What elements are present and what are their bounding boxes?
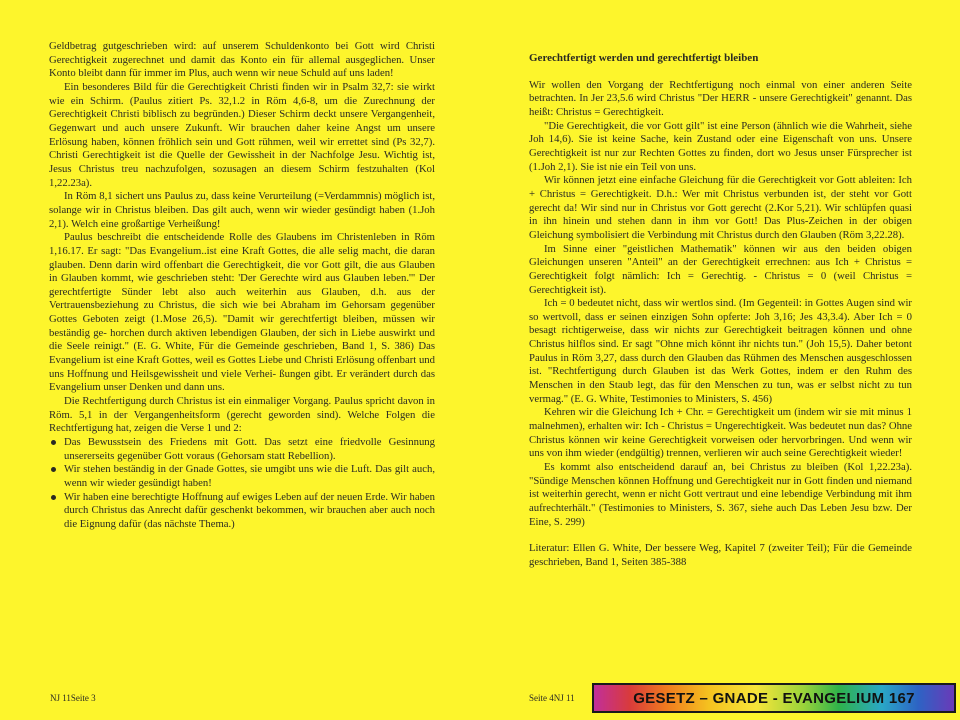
left-paragraph-3: In Röm 8,1 sichert uns Paulus zu, dass keine Verurteilung (=Verdammnis) möglich ist, solange wir in Christus bleiben. Das gilt auch, wenn wir wieder gesündigt haben (1.Joh 2,1). Welch eine großartige Verheißung!: [49, 190, 435, 230]
right-page-footer: Seite 4NJ 11: [529, 693, 575, 703]
right-paragraph-6: Kehren wir die Gleichung Ich + Chr. = Gerechtigkeit um (indem wir sie mit minus 1 malnehmen), erhalten wir: Ich - Christus = Ungerechtigkeit. Was bedeutet nun das? Ohne Christus können wir keine Gerechtigkeit vorweisen oder hervorbringen. Und wenn wir uns von ihm wieder (endgültig) trennen, verlieren wir auch seine Gerechtigkeit wieder!: [529, 406, 912, 460]
left-bullet-list: [49, 436, 435, 532]
banner-label: GESETZ – GNADE - EVANGELIUM 167: [633, 689, 915, 707]
right-paragraph-1: Wir wollen den Vorgang der Rechtfertigung noch einmal von einer anderen Seite betrachten. In Jer 23,5.6 wird Christus "Der HERR - unsere Gerechtigkeit" genannt. Das heißt: Christus = Gerechtigkeit.: [529, 78, 912, 118]
bullet-item-2: Wir stehen beständig in der Gnade Gottes, sie umgibt uns wie die Luft. Das gilt auch, wenn wir wieder gesündigt haben!: [49, 463, 435, 490]
left-paragraph-2: Ein besonderes Bild für die Gerechtigkeit Christi finden wir in Psalm 32,7: sie wirkt wie ein Schirm. (Paulus zitiert Ps. 32,1.2 in Röm 4,6-8, um die Zurechnung der Gerechtigkeit Christi biblisch zu begründen.) Dieser Schirm deckt unsere Vergangenheit, Gegenwart und auch unsere Zukunft. Wir brauchen daher keine Angst um unsere Erlösung haben, können fröhlich sein und Gott rühmen, weil wir errettet sind (Ps 32,7). Christi Gerechtigkeit ist die Quelle der Gewissheit in der Nachfolge Jesu. Wichtig ist, Jesus Christus treu nachzufolgen, sozusagen an diesem Schirm festzuhalten (Kol 1,22.23a).: [49, 80, 435, 189]
left-page-text: [49, 40, 435, 532]
bullet-item-3: Wir haben eine berechtigte Hoffnung auf ewiges Leben auf der neuen Erde. Wir haben durch Christus das Anrecht dafür geschenkt bekommen, wir brauchen aber auch noch die Eignung dafür (das nächste Thema.): [49, 491, 435, 532]
left-paragraph-4: Paulus beschreibt die entscheidende Rolle des Glaubens im Christenleben in Röm 1,16.17. Er sagt: "Das Evangelium..ist eine Kraft Gottes, die alle selig macht, die daran glauben. Denn darin wird offenbart die Gerechtigkeit, die vor Gott gilt, die aus Glauben in Glauben kommt, wie geschrieben steht: 'Der Gerechte wird aus Glauben leben.'" Der gerechtfertigte Sünder lebt also auch weiterhin aus Glauben, d.h. aus der Vertrauensbeziehung zu Christus, die sich wie bei Abraham im Gehorsam gegenüber Gottes Geboten zeigt (1.Mose 26,5). "Damit wir gerechtfertigt bleiben, müssen wir beständig ge- horchen durch aktiven lebendigen Glauben, der sich in Liebe auswirkt und die Seele reinigt." (E. G. White, Für die Gemeinde geschrieben, Band 1, S. 386) Das Evangelium ist eine Kraft Gottes, weil es Gottes Liebe und Christi Erlösung offenbart und uns Hoffnung und Heilsgewissheit und viele Verhei- ßungen gibt. Er verändert durch das Evangelium unser Denken und dann uns.: [49, 231, 435, 394]
left-paragraph-5: Die Rechtfertigung durch Christus ist ein einmaliger Vorgang. Paulus spricht davon in Röm. 5,1 in der Vergangenheitsform (gerecht geworden sind). Welche Folgen die Rechtfertigung hat, zeigen die Verse 1 und 2:: [49, 395, 435, 435]
right-page-text: [529, 40, 912, 570]
page-gutter: [478, 0, 480, 720]
bullet-item-1: Das Bewusstsein des Friedens mit Gott. Das setzt eine friedvolle Gesinnung unsererseits gegenüber Gott voraus (Gehorsam statt Rebellion).: [49, 436, 435, 463]
series-banner: [592, 683, 956, 713]
right-paragraph-7: Es kommt also entscheidend darauf an, bei Christus zu bleiben (Kol 1,22.23a). "Sündige Menschen können Hoffnung und Gerechtigkeit nur in Gott finden und niemand ist weiterhin gerecht, wenn er nicht Gott vertraut und eine lebendige Verbindung mit ihm aufrechterhält." (Testimonies to Ministers, S. 367, siehe auch Das Leben Jesu bzw. Der Eine, S. 299): [529, 461, 912, 528]
left-paragraph-1: Geldbetrag gutgeschrieben wird: auf unserem Schuldenkonto bei Gott wird Christi Gerechtigkeit zugerechnet und damit das Konto ein für allemal ausgeglichen. Unser Konto bleibt dann für immer im Plus, auch wenn wir neue Schuld auf uns laden!: [49, 40, 435, 80]
left-page-footer: NJ 11Seite 3: [50, 693, 96, 703]
right-paragraph-3: Wir können jetzt eine einfache Gleichung für die Gerechtigkeit vor Gott ableiten: Ich + Christus = Gerechtigkeit. D.h.: Wer mit Christus verbunden ist, der steht vor Gott gerecht da! Wir sind nur in Christus vor Gott gerecht (2.Kor 5,21). Wir schlüpfen quasi in ihn hinein und stehen dann in ihm vor Gott! Das Plus-Zeichen in der obigen Gleichung symbolisiert die Verbindung mit Christus durch den Glauben (Röm 3,22.28).: [529, 174, 912, 241]
literature-note: Literatur: Ellen G. White, Der bessere Weg, Kapitel 7 (zweiter Teil); Für die Gemeinde geschrieben, Band 1, Seiten 385-388: [529, 542, 912, 568]
right-paragraph-5: Ich = 0 bedeutet nicht, dass wir wertlos sind. (Im Gegenteil: in Gottes Augen sind wir so wertvoll, dass er seinen einzigen Sohn opferte: Joh 3,16; Jes 43,3.4). Aber Ich = 0 besagt richtigerweise, dass wir nichts zur Gerechtigkeit beitragen können und ohne Christus hilflos sind. Er sagt "Ohne mich könnt ihr nichts tun." (Joh 15,5). Daher betont Paulus in Röm 3,27, dass durch den Glauben das Rühmen des Menschen ausgeschlossen ist. "Rechtfertigung durch Glauben ist das Werk Gottes, indem er den Ruhm des Menschen in den Staub legt, das für den Menschen zu tun, was er selbst nicht zu tun vermag." (E. G. White, Testimonies to Ministers, S. 456): [529, 297, 912, 405]
right-paragraph-4: Im Sinne einer "geistlichen Mathematik" können wir aus den beiden obigen Gleichungen unseren "Anteil" an der Gerechtigkeit errechnen: aus Ich + Christus = Gerechtigkeit folgt nämlich: Ich = Gerechtig. - Christus = 0 (weil Christus = Gerechtigkeit ist).: [529, 242, 912, 296]
right-paragraph-2: "Die Gerechtigkeit, die vor Gott gilt" ist eine Person (ähnlich wie die Wahrheit, siehe Joh 14,6). Sie ist keine Sache, kein Zustand oder eine Eigenschaft von uns. Unsere Gerechtigkeit ist nur zur Rechten Gottes zu finden, dort wo Jesus unser Fürsprecher ist (1.Joh 2,1). Sie ist nie ein Teil von uns.: [529, 119, 912, 173]
right-page-heading: Gerechtfertigt werden und gerechtfertigt bleiben: [529, 52, 759, 64]
